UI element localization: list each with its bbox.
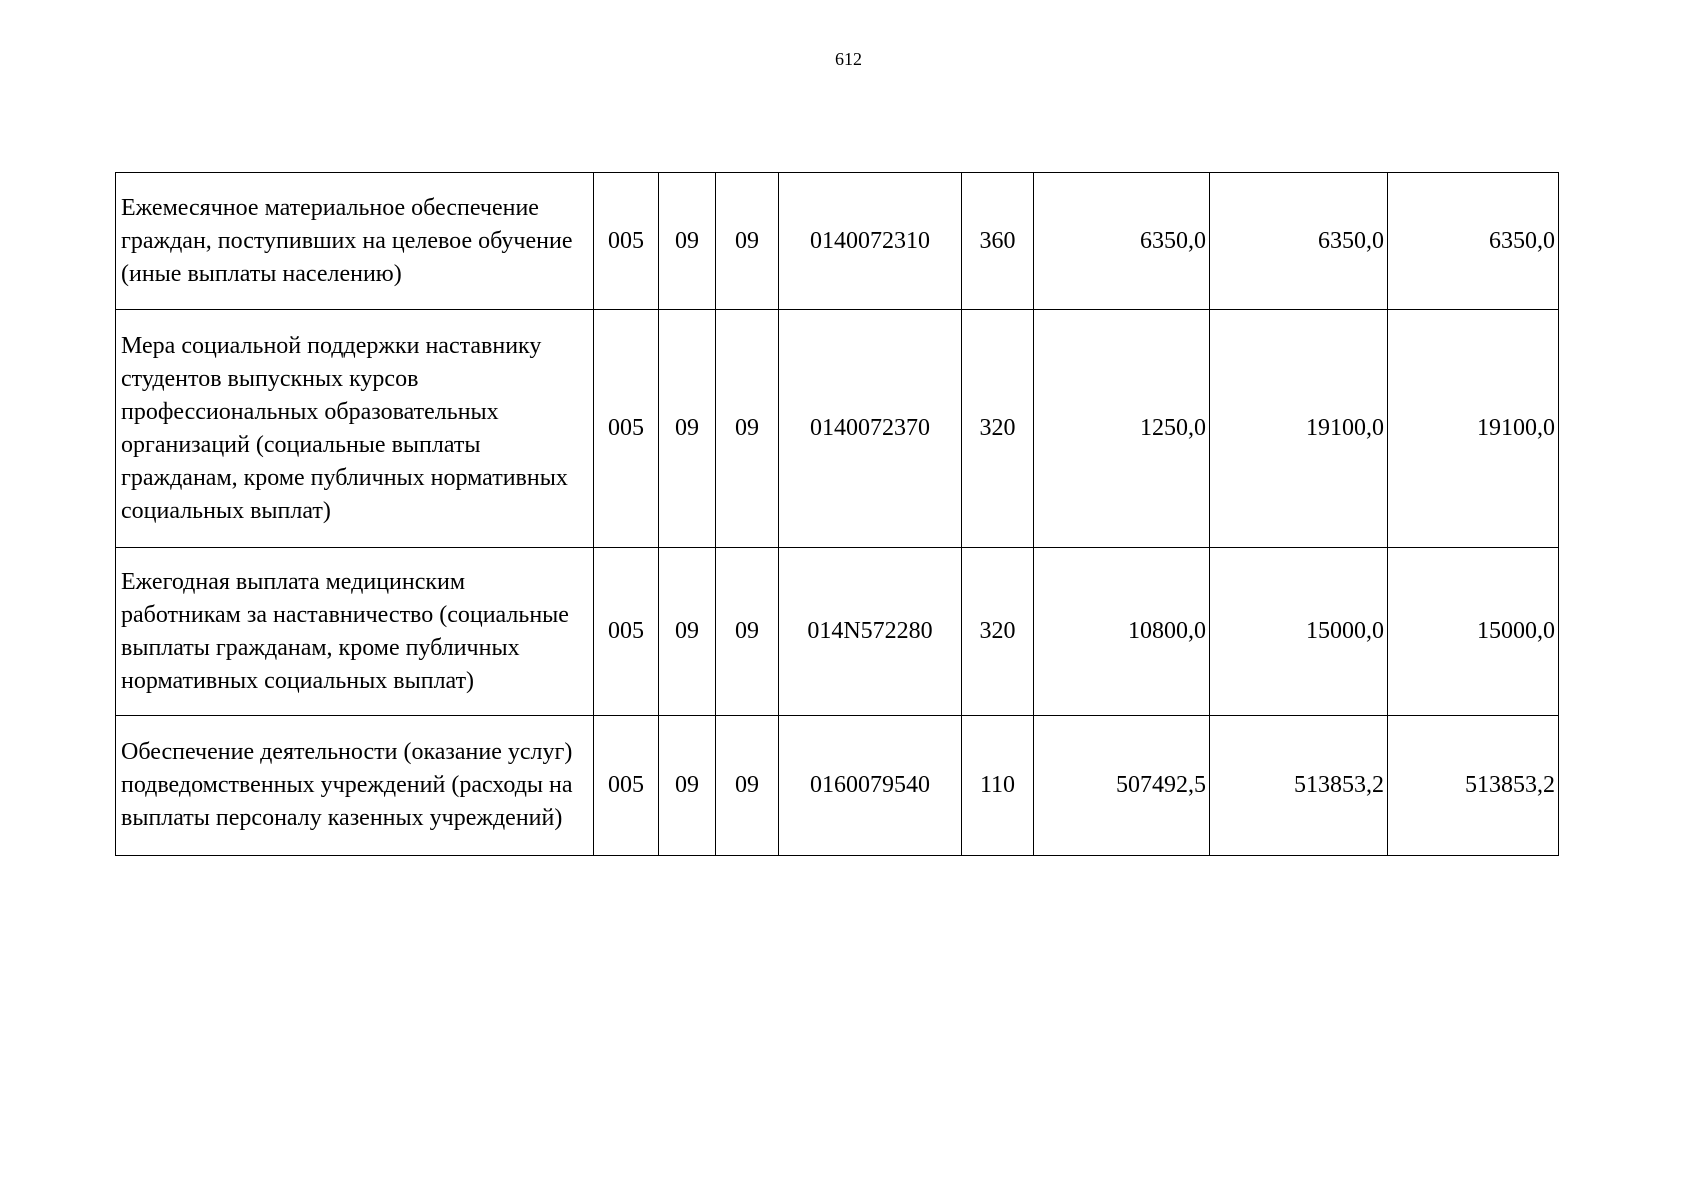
budget-table [115, 172, 1559, 856]
amount-1: 1250,0 [1034, 310, 1210, 548]
amount-1: 507492,5 [1034, 716, 1210, 856]
subsection-code: 09 [716, 548, 779, 716]
row-description: Ежемесячное материальное обеспечение граждан, поступивших на целевое обучение (иные выплаты населению) [116, 173, 594, 310]
subsection-code: 09 [716, 716, 779, 856]
target-article-code: 0160079540 [779, 716, 962, 856]
target-article-code: 0140072310 [779, 173, 962, 310]
table-row [116, 716, 1559, 856]
section-code: 09 [659, 310, 716, 548]
target-article-code: 014N572280 [779, 548, 962, 716]
target-article-code: 0140072370 [779, 310, 962, 548]
amount-3: 513853,2 [1388, 716, 1559, 856]
ministry-code: 005 [594, 310, 659, 548]
row-description: Ежегодная выплата медицинским работникам за наставничество (социальные выплаты гражданам, кроме публичных нормативных социальных выплат) [116, 548, 594, 716]
row-description: Мера социальной поддержки наставнику студентов выпускных курсов профессиональных образовательных организаций (социальные выплаты гражданам, кроме публичных нормативных социальных выплат) [116, 310, 594, 548]
expense-type-code: 110 [962, 716, 1034, 856]
subsection-code: 09 [716, 173, 779, 310]
amount-3: 15000,0 [1388, 548, 1559, 716]
section-code: 09 [659, 716, 716, 856]
expense-type-code: 320 [962, 310, 1034, 548]
table-row [116, 173, 1559, 310]
ministry-code: 005 [594, 716, 659, 856]
ministry-code: 005 [594, 173, 659, 310]
amount-3: 6350,0 [1388, 173, 1559, 310]
ministry-code: 005 [594, 548, 659, 716]
section-code: 09 [659, 548, 716, 716]
table-row [116, 310, 1559, 548]
amount-1: 10800,0 [1034, 548, 1210, 716]
amount-2: 15000,0 [1210, 548, 1388, 716]
table-row [116, 548, 1559, 716]
row-description: Обеспечение деятельности (оказание услуг) подведомственных учреждений (расходы на выплаты персоналу казенных учреждений) [116, 716, 594, 856]
amount-2: 19100,0 [1210, 310, 1388, 548]
amount-3: 19100,0 [1388, 310, 1559, 548]
amount-2: 513853,2 [1210, 716, 1388, 856]
subsection-code: 09 [716, 310, 779, 548]
section-code: 09 [659, 173, 716, 310]
page-number: 612 [835, 49, 862, 69]
amount-2: 6350,0 [1210, 173, 1388, 310]
amount-1: 6350,0 [1034, 173, 1210, 310]
expense-type-code: 360 [962, 173, 1034, 310]
expense-type-code: 320 [962, 548, 1034, 716]
